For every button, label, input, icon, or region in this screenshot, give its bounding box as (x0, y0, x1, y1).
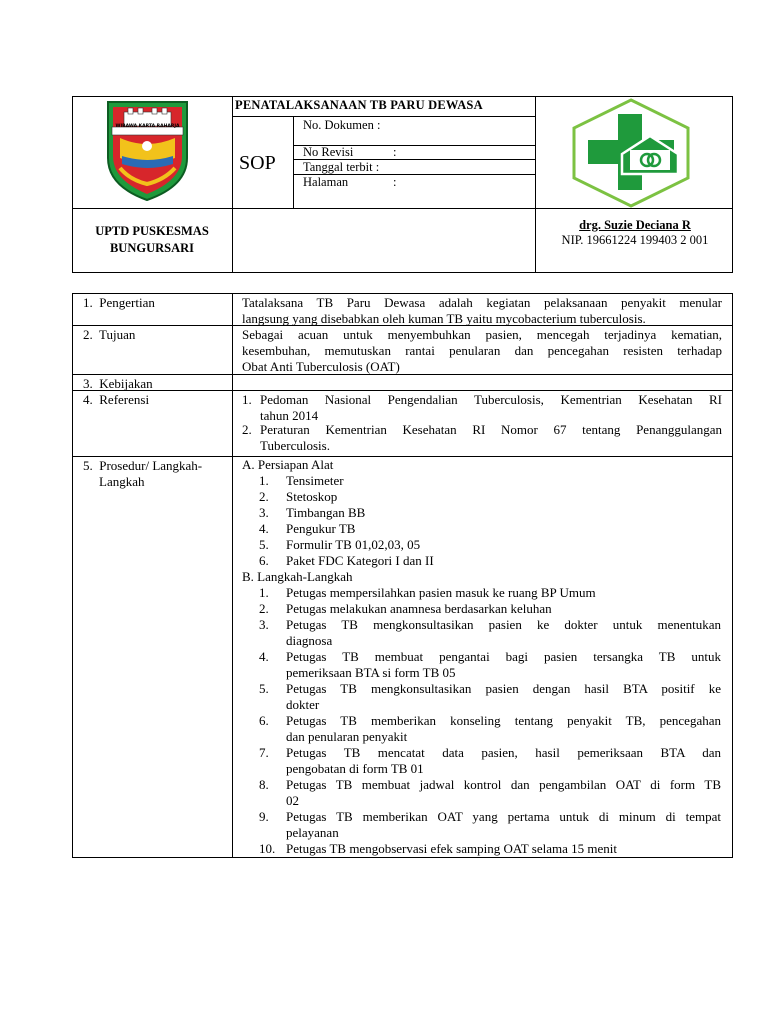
signer-name: drg. Suzie Deciana R (579, 218, 691, 232)
persiapan-alat-title: A. Persiapan Alat (242, 457, 334, 472)
org-name: UPTD PUSKESMAS BUNGURSARI (95, 224, 209, 255)
list-item: 2. Stetoskop (259, 489, 338, 504)
langkah-title: B. Langkah-Langkah (242, 569, 353, 584)
regency-logo (100, 98, 195, 202)
section-label-kebijakan: 3. Kebijakan (83, 376, 153, 391)
field-tanggal-terbit: Tanggal terbit : (303, 160, 380, 174)
section-label-pengertian: 1. Pengertian (83, 295, 155, 310)
list-item: 9. Petugas TB memberikan OAT yang pertama untuk di minum di tempat pelayanan (259, 809, 721, 840)
field-halaman: Halaman : (303, 175, 397, 189)
list-item: 8. Petugas TB membuat jadwal kontrol dan pengambilan OAT di form TB 02 (259, 777, 721, 808)
list-item: 5. Formulir TB 01,02,03, 05 (259, 537, 421, 552)
list-item: 5. Petugas TB mengkonsultasikan pasien dengan hasil BTA positif ke dokter (259, 681, 721, 712)
signer-block (537, 218, 733, 248)
list-item: 7. Petugas TB mencatat data pasien, hasil pemeriksaan BTA dan pengobatan di form TB 01 (259, 745, 721, 776)
list-item: 3. Petugas TB mengkonsultasikan pasien ke dokter untuk menentukan diagnosa (259, 617, 721, 648)
sop-label: SOP (239, 152, 276, 174)
tujuan-text: Sebagai acuan untuk menyembuhkan pasien, mencegah terjadinya kematian, kesembuhan, memutuskan rantai penularan dan pencegahan resisten terhadap Obat Anti Tuberculosis (OAT) (242, 327, 722, 374)
signer-nip: NIP. 19661224 199403 2 001 (561, 233, 709, 247)
referensi-item: 1. Pedoman Nasional Pengendalian Tuberculosis, Kementrian Kesehatan RI tahun 2014 (242, 392, 722, 423)
list-item: 4. Petugas TB membuat pengantai bagi pasien tersangka TB untuk pemeriksaan BTA si form TB 05 (259, 649, 721, 680)
field-no-revisi: No Revisi : (303, 145, 397, 159)
document-title: PENATALAKSANAAN TB PARU DEWASA (235, 98, 483, 112)
puskesmas-logo (570, 98, 692, 208)
list-item: 6. Petugas TB memberikan konseling tentang penyakit TB, pencegahan dan penularan penyakit (259, 713, 721, 744)
pengertian-text: Tatalaksana TB Paru Dewasa adalah kegiatan pelaksanaan penyakit menular langsung yang disebabkan oleh kuman TB yaitu mycobacterium tuberculosis. (242, 295, 722, 326)
list-item: 2. Petugas melakukan anamnesa berdasarkan keluhan (259, 601, 552, 616)
referensi-item: 2. Peraturan Kementrian Kesehatan RI Nomor 67 tentang Penanggulangan Tuberculosis. (242, 422, 722, 453)
logo-banner-text: WIBAWA KARTA RAHARJA (115, 124, 180, 129)
field-no-dokumen: No. Dokumen : (303, 118, 381, 132)
list-item: 6. Paket FDC Kategori I dan II (259, 553, 434, 568)
list-item: 10. Petugas TB mengobservasi efek samping OAT selama 15 menit (259, 841, 617, 856)
list-item: 4. Pengukur TB (259, 521, 356, 536)
list-item: 1. Petugas mempersilahkan pasien masuk ke ruang BP Umum (259, 585, 596, 600)
list-item: 3. Timbangan BB (259, 505, 366, 520)
persiapan-alat-list (259, 473, 719, 569)
section-label-referensi: 4. Referensi (83, 392, 150, 407)
section-label-prosedur: 5. Prosedur/ Langkah- Langkah (83, 458, 203, 489)
section-label-tujuan: 2. Tujuan (83, 327, 136, 342)
list-item: 1. Tensimeter (259, 473, 344, 488)
